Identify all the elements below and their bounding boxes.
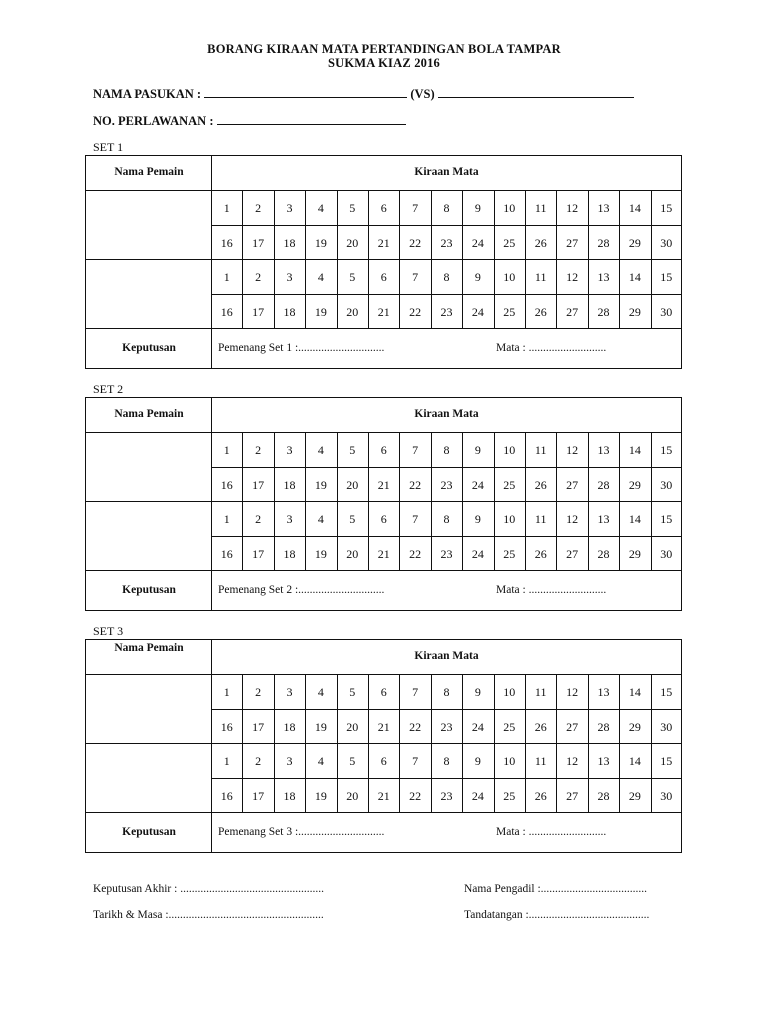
score-point-cell[interactable]: 8 bbox=[443, 443, 450, 457]
score-point-cell[interactable]: 17 bbox=[252, 546, 265, 561]
score-point-cell[interactable]: 11 bbox=[534, 201, 547, 215]
score-point-cell[interactable]: 2 bbox=[255, 754, 262, 768]
score-point-cell[interactable]: 20 bbox=[346, 477, 359, 492]
player-name-cell[interactable] bbox=[86, 744, 211, 812]
score-point-cell[interactable]: 6 bbox=[380, 270, 387, 284]
score-point-cell[interactable]: 23 bbox=[440, 719, 453, 734]
score-point-cell[interactable]: 5 bbox=[349, 201, 356, 215]
score-point-cell[interactable]: 12 bbox=[566, 512, 579, 526]
score-point-cell[interactable]: 2 bbox=[255, 270, 262, 284]
player-name-header: Nama Pemain bbox=[114, 166, 184, 178]
score-point-cell[interactable]: 4 bbox=[317, 754, 324, 768]
score-point-cell[interactable]: 25 bbox=[503, 719, 516, 734]
set-points-field[interactable]: Mata : ........................... bbox=[496, 826, 607, 838]
score-point-cell[interactable]: 7 bbox=[412, 270, 419, 284]
score-point-cell[interactable]: 4 bbox=[317, 685, 324, 699]
final-decision-field[interactable]: Keputusan Akhir : .................................................. bbox=[93, 883, 324, 895]
score-point-cell[interactable]: 16 bbox=[220, 477, 233, 492]
score-point-cell[interactable]: 28 bbox=[597, 788, 610, 803]
score-count-header: Kiraan Mata bbox=[414, 408, 479, 420]
score-point-cell[interactable]: 14 bbox=[628, 512, 641, 526]
player-name-cell[interactable] bbox=[86, 502, 211, 570]
score-point-cell[interactable]: 6 bbox=[380, 443, 387, 457]
set-table bbox=[85, 155, 682, 369]
score-point-cell[interactable]: 16 bbox=[220, 546, 233, 561]
signature-field[interactable]: Tandatangan :.......................................... bbox=[464, 909, 650, 921]
score-point-cell[interactable]: 20 bbox=[346, 304, 359, 319]
set-winner-field[interactable]: Pemenang Set 3 :.............................. bbox=[218, 826, 385, 838]
score-point-cell[interactable]: 5 bbox=[349, 443, 356, 457]
score-point-cell[interactable]: 9 bbox=[474, 512, 481, 526]
score-point-cell[interactable]: 9 bbox=[474, 754, 481, 768]
score-point-cell[interactable]: 30 bbox=[660, 546, 673, 561]
score-point-cell[interactable]: 29 bbox=[628, 546, 641, 561]
score-point-cell[interactable]: 26 bbox=[534, 235, 547, 250]
score-point-cell[interactable]: 10 bbox=[503, 201, 516, 215]
score-point-cell[interactable]: 11 bbox=[534, 270, 547, 284]
score-point-cell[interactable]: 1 bbox=[223, 443, 230, 457]
score-point-cell[interactable]: 13 bbox=[597, 512, 610, 526]
score-point-cell[interactable]: 1 bbox=[223, 270, 230, 284]
score-point-cell[interactable]: 10 bbox=[503, 270, 516, 284]
team-name-row bbox=[93, 87, 634, 102]
score-point-cell[interactable]: 16 bbox=[220, 235, 233, 250]
score-point-cell[interactable]: 22 bbox=[409, 719, 422, 734]
date-time-field[interactable]: Tarikh & Masa :...................................................... bbox=[93, 909, 324, 921]
score-point-cell[interactable]: 5 bbox=[349, 270, 356, 284]
score-count-header: Kiraan Mata bbox=[414, 650, 479, 662]
score-point-cell[interactable]: 27 bbox=[566, 235, 579, 250]
score-point-cell[interactable]: 30 bbox=[660, 477, 673, 492]
score-point-cell[interactable]: 8 bbox=[443, 512, 450, 526]
match-number-row bbox=[93, 114, 406, 129]
score-point-cell[interactable]: 10 bbox=[503, 754, 516, 768]
score-point-cell[interactable]: 8 bbox=[443, 201, 450, 215]
score-point-cell[interactable]: 18 bbox=[283, 477, 296, 492]
score-point-cell[interactable]: 22 bbox=[409, 304, 422, 319]
score-point-cell[interactable]: 23 bbox=[440, 546, 453, 561]
score-point-cell[interactable]: 15 bbox=[660, 754, 673, 768]
score-point-cell[interactable]: 25 bbox=[503, 235, 516, 250]
score-point-cell[interactable]: 10 bbox=[503, 685, 516, 699]
score-point-cell[interactable]: 15 bbox=[660, 512, 673, 526]
team-name-label: NAMA PASUKAN : bbox=[93, 87, 202, 101]
score-point-cell[interactable]: 17 bbox=[252, 304, 265, 319]
decision-label: Keputusan bbox=[122, 342, 176, 354]
set-label: SET 2 bbox=[93, 382, 124, 396]
score-point-cell[interactable]: 24 bbox=[471, 788, 484, 803]
score-point-cell[interactable]: 16 bbox=[220, 304, 233, 319]
score-point-cell[interactable]: 8 bbox=[443, 685, 450, 699]
score-point-cell[interactable]: 21 bbox=[377, 719, 390, 734]
score-point-cell[interactable]: 12 bbox=[566, 201, 579, 215]
score-point-cell[interactable]: 27 bbox=[566, 719, 579, 734]
score-point-cell[interactable]: 1 bbox=[223, 754, 230, 768]
score-point-cell[interactable]: 28 bbox=[597, 235, 610, 250]
score-point-cell[interactable]: 17 bbox=[252, 719, 265, 734]
score-point-cell[interactable]: 15 bbox=[660, 201, 673, 215]
score-point-cell[interactable]: 2 bbox=[255, 443, 262, 457]
title-line-2: SUKMA KIAZ 2016 bbox=[327, 56, 441, 70]
score-point-cell[interactable]: 21 bbox=[377, 546, 390, 561]
score-point-cell[interactable]: 2 bbox=[255, 512, 262, 526]
score-point-cell[interactable]: 5 bbox=[349, 685, 356, 699]
score-point-cell[interactable]: 15 bbox=[660, 270, 673, 284]
score-point-cell[interactable]: 21 bbox=[377, 304, 390, 319]
score-point-cell[interactable]: 28 bbox=[597, 546, 610, 561]
score-point-cell[interactable]: 29 bbox=[628, 304, 641, 319]
score-point-cell[interactable]: 17 bbox=[252, 235, 265, 250]
score-point-cell[interactable]: 12 bbox=[566, 754, 579, 768]
set-label: SET 1 bbox=[93, 140, 124, 154]
score-point-cell[interactable]: 20 bbox=[346, 546, 359, 561]
score-point-cell[interactable]: 20 bbox=[346, 719, 359, 734]
score-point-cell[interactable]: 3 bbox=[286, 685, 293, 699]
score-point-cell[interactable]: 10 bbox=[503, 443, 516, 457]
score-count-header: Kiraan Mata bbox=[414, 166, 479, 178]
score-point-cell[interactable]: 21 bbox=[377, 235, 390, 250]
score-point-cell[interactable]: 28 bbox=[597, 477, 610, 492]
score-point-cell[interactable]: 19 bbox=[314, 304, 327, 319]
score-point-cell[interactable]: 26 bbox=[534, 788, 547, 803]
score-point-cell[interactable]: 7 bbox=[412, 443, 419, 457]
score-point-cell[interactable]: 10 bbox=[503, 512, 516, 526]
score-point-cell[interactable]: 9 bbox=[474, 685, 481, 699]
score-point-cell[interactable]: 12 bbox=[566, 270, 579, 284]
team-a-field[interactable] bbox=[204, 87, 407, 98]
score-point-cell[interactable]: 24 bbox=[471, 304, 484, 319]
score-point-cell[interactable]: 27 bbox=[566, 788, 579, 803]
score-point-cell[interactable]: 15 bbox=[660, 685, 673, 699]
vs-label: (VS) bbox=[410, 87, 435, 101]
score-point-cell[interactable]: 26 bbox=[534, 719, 547, 734]
score-point-cell[interactable]: 19 bbox=[314, 788, 327, 803]
score-point-cell[interactable]: 30 bbox=[660, 304, 673, 319]
score-point-cell[interactable]: 4 bbox=[317, 512, 324, 526]
set-winner-field[interactable]: Pemenang Set 1 :.............................. bbox=[218, 342, 385, 354]
score-point-cell[interactable]: 18 bbox=[283, 788, 296, 803]
score-point-cell[interactable]: 11 bbox=[534, 754, 547, 768]
score-point-cell[interactable]: 9 bbox=[474, 270, 481, 284]
score-point-cell[interactable]: 11 bbox=[534, 512, 547, 526]
score-point-cell[interactable]: 7 bbox=[412, 201, 419, 215]
score-point-cell[interactable]: 14 bbox=[628, 754, 641, 768]
score-point-cell[interactable]: 6 bbox=[380, 685, 387, 699]
player-name-cell[interactable] bbox=[86, 675, 211, 743]
set-table bbox=[85, 639, 682, 853]
score-point-cell[interactable]: 21 bbox=[377, 477, 390, 492]
score-point-cell[interactable]: 13 bbox=[597, 754, 610, 768]
score-point-cell[interactable]: 19 bbox=[314, 546, 327, 561]
score-point-cell[interactable]: 25 bbox=[503, 788, 516, 803]
player-name-header: Nama Pemain bbox=[114, 408, 184, 420]
score-point-cell[interactable]: 26 bbox=[534, 304, 547, 319]
referee-name-field[interactable]: Nama Pengadil :..................................... bbox=[464, 883, 648, 895]
score-point-cell[interactable]: 27 bbox=[566, 477, 579, 492]
score-point-cell[interactable]: 19 bbox=[314, 719, 327, 734]
score-point-cell[interactable]: 22 bbox=[409, 477, 422, 492]
score-point-cell[interactable]: 20 bbox=[346, 788, 359, 803]
score-point-cell[interactable]: 9 bbox=[474, 443, 481, 457]
set-table bbox=[85, 397, 682, 611]
player-name-cell[interactable] bbox=[86, 191, 211, 259]
score-point-cell[interactable]: 5 bbox=[349, 754, 356, 768]
score-point-cell[interactable]: 7 bbox=[412, 754, 419, 768]
score-point-cell[interactable]: 3 bbox=[286, 754, 293, 768]
score-point-cell[interactable]: 6 bbox=[380, 754, 387, 768]
score-point-cell[interactable]: 12 bbox=[566, 443, 579, 457]
score-point-cell[interactable]: 18 bbox=[283, 304, 296, 319]
set-label: SET 3 bbox=[93, 624, 124, 638]
score-point-cell[interactable]: 11 bbox=[534, 443, 547, 457]
set-winner-field[interactable]: Pemenang Set 2 :.............................. bbox=[218, 584, 385, 596]
score-point-cell[interactable]: 13 bbox=[597, 685, 610, 699]
score-point-cell[interactable]: 6 bbox=[380, 201, 387, 215]
score-point-cell[interactable]: 22 bbox=[409, 546, 422, 561]
score-point-cell[interactable]: 25 bbox=[503, 304, 516, 319]
score-point-cell[interactable]: 3 bbox=[286, 443, 293, 457]
score-point-cell[interactable]: 11 bbox=[534, 685, 547, 699]
score-point-cell[interactable]: 6 bbox=[380, 512, 387, 526]
score-point-cell[interactable]: 12 bbox=[566, 685, 579, 699]
score-point-cell[interactable]: 16 bbox=[220, 788, 233, 803]
player-name-cell[interactable] bbox=[86, 433, 211, 501]
score-point-cell[interactable]: 20 bbox=[346, 235, 359, 250]
score-point-cell[interactable]: 30 bbox=[660, 719, 673, 734]
score-point-cell[interactable]: 18 bbox=[283, 546, 296, 561]
score-point-cell[interactable]: 22 bbox=[409, 235, 422, 250]
score-point-cell[interactable]: 1 bbox=[223, 512, 230, 526]
score-point-cell[interactable]: 24 bbox=[471, 477, 484, 492]
score-point-cell[interactable]: 17 bbox=[252, 788, 265, 803]
score-point-cell[interactable]: 4 bbox=[317, 270, 324, 284]
score-point-cell[interactable]: 13 bbox=[597, 201, 610, 215]
score-point-cell[interactable]: 23 bbox=[440, 788, 453, 803]
score-point-cell[interactable]: 18 bbox=[283, 235, 296, 250]
score-point-cell[interactable]: 14 bbox=[628, 685, 641, 699]
score-point-cell[interactable]: 29 bbox=[628, 719, 641, 734]
score-point-cell[interactable]: 8 bbox=[443, 754, 450, 768]
score-point-cell[interactable]: 24 bbox=[471, 235, 484, 250]
set-points-field[interactable]: Mata : ........................... bbox=[496, 584, 607, 596]
score-point-cell[interactable]: 14 bbox=[628, 201, 641, 215]
match-number-label: NO. PERLAWANAN : bbox=[93, 114, 214, 128]
match-number-field[interactable] bbox=[217, 114, 406, 125]
score-point-cell[interactable]: 9 bbox=[474, 201, 481, 215]
score-point-cell[interactable]: 28 bbox=[597, 304, 610, 319]
score-point-cell[interactable]: 13 bbox=[597, 443, 610, 457]
score-point-cell[interactable]: 16 bbox=[220, 719, 233, 734]
player-name-header: Nama Pemain bbox=[114, 642, 184, 654]
score-point-cell[interactable]: 14 bbox=[628, 443, 641, 457]
score-point-cell[interactable]: 30 bbox=[660, 235, 673, 250]
score-point-cell[interactable]: 8 bbox=[443, 270, 450, 284]
score-point-cell[interactable]: 25 bbox=[503, 546, 516, 561]
score-point-cell[interactable]: 17 bbox=[252, 477, 265, 492]
score-point-cell[interactable]: 1 bbox=[223, 685, 230, 699]
score-point-cell[interactable]: 30 bbox=[660, 788, 673, 803]
score-point-cell[interactable]: 22 bbox=[409, 788, 422, 803]
score-point-cell[interactable]: 26 bbox=[534, 477, 547, 492]
score-point-cell[interactable]: 25 bbox=[503, 477, 516, 492]
set-points-field[interactable]: Mata : ........................... bbox=[496, 342, 607, 354]
score-point-cell[interactable]: 7 bbox=[412, 512, 419, 526]
score-point-cell[interactable]: 23 bbox=[440, 477, 453, 492]
decision-label: Keputusan bbox=[122, 584, 176, 596]
score-point-cell[interactable]: 23 bbox=[440, 235, 453, 250]
team-b-field[interactable] bbox=[438, 87, 634, 98]
score-point-cell[interactable]: 3 bbox=[286, 201, 293, 215]
score-point-cell[interactable]: 27 bbox=[566, 546, 579, 561]
score-point-cell[interactable]: 7 bbox=[412, 685, 419, 699]
score-point-cell[interactable]: 23 bbox=[440, 304, 453, 319]
score-point-cell[interactable]: 13 bbox=[597, 270, 610, 284]
player-name-cell[interactable] bbox=[86, 260, 211, 328]
score-point-cell[interactable]: 14 bbox=[628, 270, 641, 284]
score-point-cell[interactable]: 2 bbox=[255, 201, 262, 215]
score-point-cell[interactable]: 18 bbox=[283, 719, 296, 734]
title-line-1: BORANG KIRAAN MATA PERTANDINGAN BOLA TAMPAR bbox=[207, 42, 561, 56]
score-point-cell[interactable]: 1 bbox=[223, 201, 230, 215]
score-point-cell[interactable]: 27 bbox=[566, 304, 579, 319]
score-point-cell[interactable]: 15 bbox=[660, 443, 673, 457]
score-point-cell[interactable]: 24 bbox=[471, 719, 484, 734]
score-point-cell[interactable]: 3 bbox=[286, 270, 293, 284]
score-point-cell[interactable]: 29 bbox=[628, 788, 641, 803]
score-point-cell[interactable]: 5 bbox=[349, 512, 356, 526]
score-point-cell[interactable]: 21 bbox=[377, 788, 390, 803]
score-point-cell[interactable]: 19 bbox=[314, 477, 327, 492]
score-point-cell[interactable]: 4 bbox=[317, 201, 324, 215]
score-point-cell[interactable]: 2 bbox=[255, 685, 262, 699]
score-point-cell[interactable]: 26 bbox=[534, 546, 547, 561]
score-point-cell[interactable]: 29 bbox=[628, 235, 641, 250]
score-point-cell[interactable]: 19 bbox=[314, 235, 327, 250]
decision-label: Keputusan bbox=[122, 826, 176, 838]
score-point-cell[interactable]: 3 bbox=[286, 512, 293, 526]
score-point-cell[interactable]: 4 bbox=[317, 443, 324, 457]
score-point-cell[interactable]: 28 bbox=[597, 719, 610, 734]
score-point-cell[interactable]: 24 bbox=[471, 546, 484, 561]
score-point-cell[interactable]: 29 bbox=[628, 477, 641, 492]
